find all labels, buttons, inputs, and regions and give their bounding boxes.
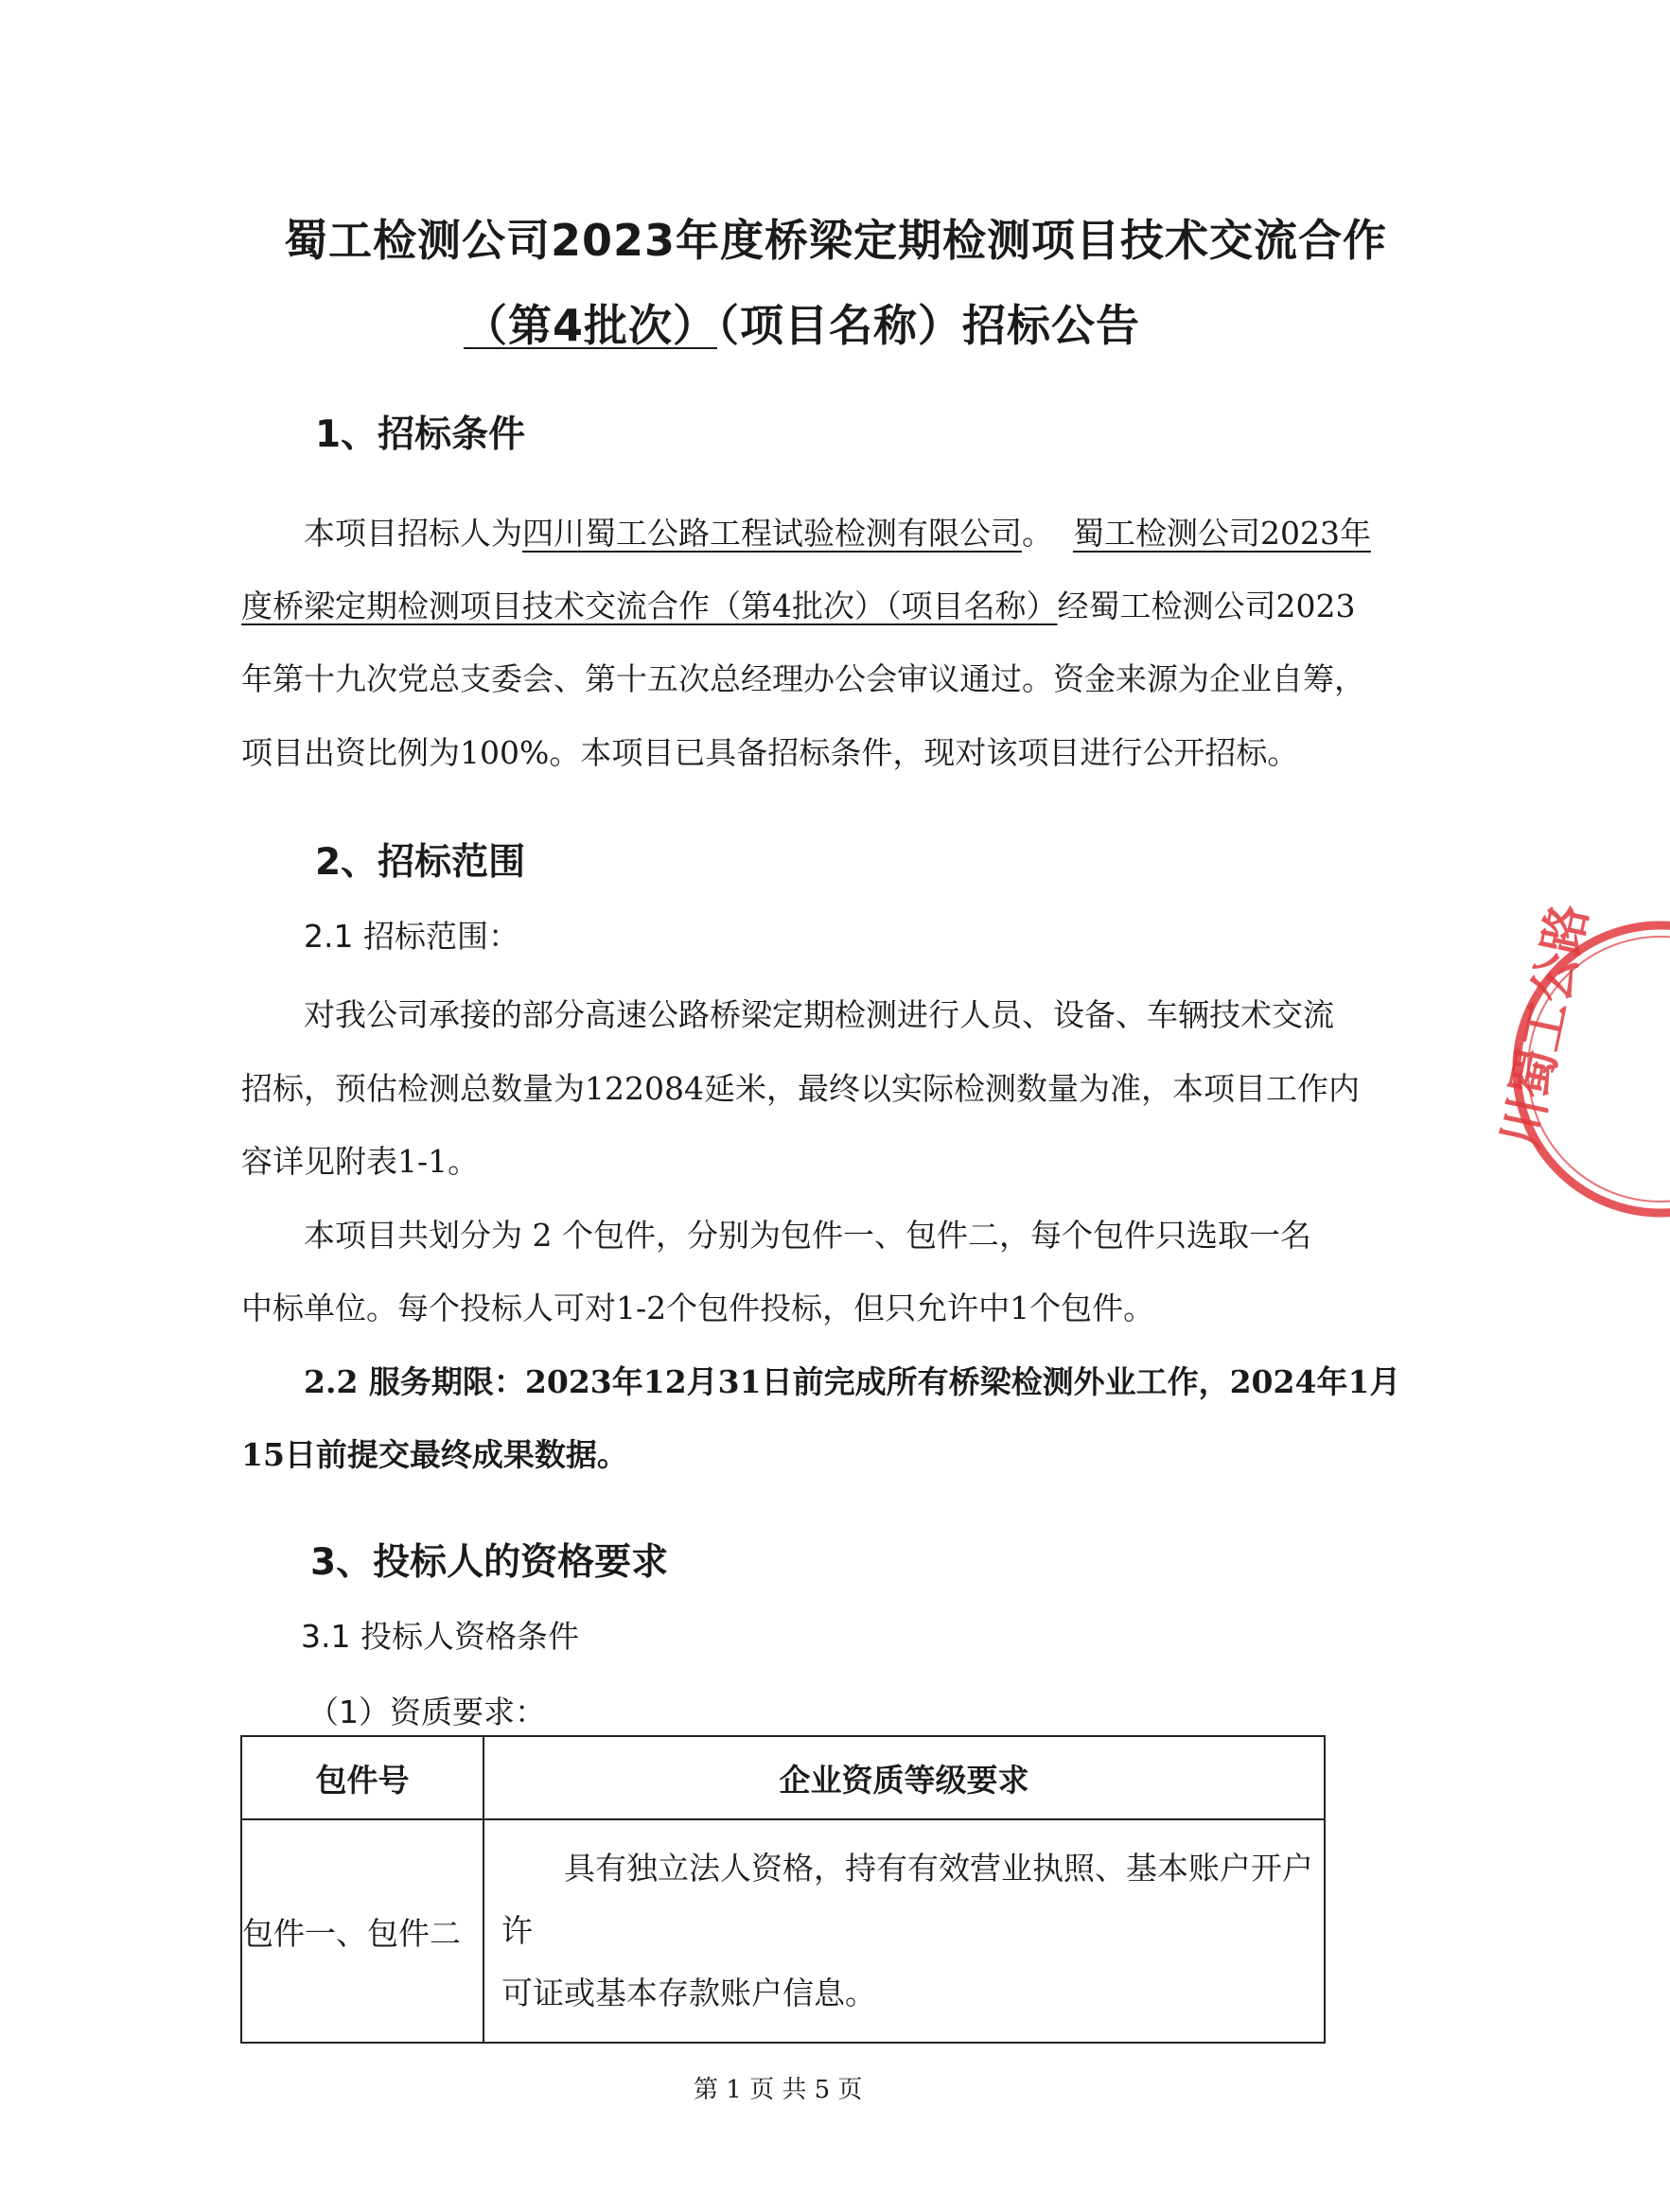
- table-header-row: [241, 1736, 1325, 1819]
- section2-heading: 2、招标范围: [315, 841, 526, 884]
- section3-sub1: 3.1 投标人资格条件: [301, 1618, 579, 1655]
- section2-p1-line1: 对我公司承接的部分高速公路桥梁定期检测进行人员、设备、车辆技术交流: [304, 996, 1334, 1033]
- section2-sub2-line2: 15日前提交最终成果数据。: [241, 1436, 628, 1473]
- doc-title-line1: 蜀工检测公司2023年度桥梁定期检测项目技术交流合作: [284, 215, 1388, 266]
- section1-line1: 本项目招标人为四川蜀工公路工程试验检测有限公司。 蜀工检测公司2023年: [304, 515, 1371, 552]
- project-name-part1: 蜀工检测公司2023年: [1072, 515, 1371, 552]
- section2-p1-line2: 招标，预估检测总数量为122084延米，最终以实际检测数量为准，本项目工作内: [241, 1070, 1360, 1107]
- company-seal-icon: [1471, 899, 1670, 1225]
- table-cell-requirement: 具有独立法人资格，持有有效营业执照、基本账户开户许 可证或基本存款账户信息。: [483, 1819, 1325, 2043]
- qualification-table: [240, 1735, 1326, 2044]
- table-row: [241, 1819, 1325, 2043]
- table-header-requirement: 企业资质等级要求: [483, 1736, 1325, 1819]
- section2-p2-line2: 中标单位。每个投标人可对1-2个包件投标，但只允许中1个包件。: [241, 1290, 1155, 1326]
- section3-sub2: （1）资质要求：: [308, 1694, 546, 1730]
- page-number: 第 1 页 共 5 页: [694, 2076, 863, 2104]
- section3-heading: 3、投标人的资格要求: [310, 1541, 669, 1584]
- doc-title-line2: [464, 291, 1140, 354]
- section1-line4: 项目出资比例为100%。本项目已具备招标条件，现对该项目进行公开招标。: [241, 734, 1299, 771]
- section2-p1-line3: 容详见附表1-1。: [241, 1143, 480, 1180]
- section2-sub1: 2.1 招标范围：: [304, 918, 519, 955]
- section2-p2-line1: 本项目共划分为 2 个包件，分别为包件一、包件二，每个包件只选取一名: [304, 1217, 1311, 1254]
- section1-heading: 1、招标条件: [315, 413, 526, 456]
- tenderer-name: 四川蜀工公路工程试验检测有限公司: [522, 515, 1022, 552]
- table-cell-package: 包件一、包件二: [241, 1819, 483, 2043]
- project-name-part2: 度桥梁定期检测项目技术交流合作（第4批次）（项目名称）: [241, 588, 1058, 624]
- svg-text:川蜀工公路: 川蜀工公路: [1492, 899, 1599, 1152]
- section1-line3: 年第十九次党总支委会、第十五次总经理办公会审议通过。资金来源为企业自筹，: [241, 660, 1365, 697]
- table-header-package: 包件号: [241, 1736, 483, 1819]
- title-suffix: （项目名称）招标公告: [717, 300, 1141, 351]
- batch-label: （第4批次）: [464, 300, 718, 351]
- section1-line2: 度桥梁定期检测项目技术交流合作（第4批次）（项目名称）经蜀工检测公司2023: [241, 588, 1356, 624]
- section2-sub2-line1: 2.2 服务期限：2023年12月31日前完成所有桥梁检测外业工作，2024年1月: [304, 1363, 1401, 1400]
